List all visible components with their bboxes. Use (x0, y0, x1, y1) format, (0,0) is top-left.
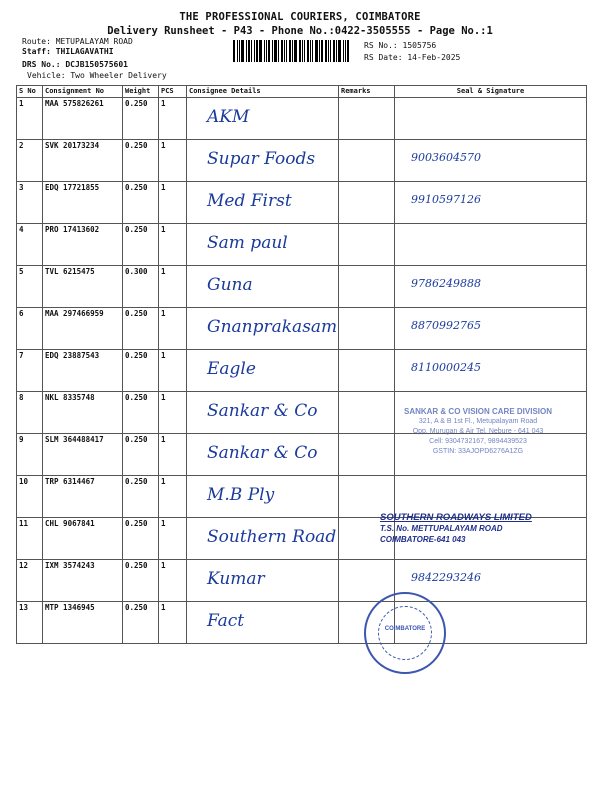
sankar-stamp-title: SANKAR & CO VISION CARE DIVISION (403, 407, 552, 416)
consignee-cell (187, 350, 339, 392)
sankar-stamp-line: Opp. Murugan & Air Tel, Nebure - 641 043 (412, 428, 544, 435)
signature-text: 9842293246 (411, 571, 481, 584)
sno-cell: 7 (17, 350, 43, 392)
weight-cell: 0.250 (123, 350, 159, 392)
col-pcs: PCS (159, 86, 187, 98)
consignment-cell: MAA 575826261 (43, 98, 123, 140)
southern-stamp-title: SOUTHERN ROADWAYS LIMITED (380, 512, 532, 523)
sankar-stamp-line: GSTIN: 33AJOPD6276A1ZG (432, 448, 524, 455)
weight-cell: 0.250 (123, 182, 159, 224)
sno-cell: 6 (17, 308, 43, 350)
consignee-cell (187, 602, 339, 644)
consignee-text: M.B Ply (207, 485, 275, 505)
consignee-cell (187, 392, 339, 434)
sno-cell: 2 (17, 140, 43, 182)
table-row (17, 602, 587, 644)
route-label: Route: METUPALAYAM ROAD (22, 37, 133, 46)
sankar-stamp-line: Cell: 9304732167, 9894439523 (429, 438, 527, 445)
consignment-cell: MTP 1346945 (43, 602, 123, 644)
rs-number: RS No.: 1505756 (364, 41, 437, 50)
consignment-cell: MAA 297466959 (43, 308, 123, 350)
pcs-cell: 1 (159, 434, 187, 476)
sno-cell: 5 (17, 266, 43, 308)
consignment-cell: TVL 6215475 (43, 266, 123, 308)
table-row (17, 308, 587, 350)
signature-text (397, 99, 584, 109)
vehicle-label: Vehicle: Two Wheeler Delivery (27, 71, 167, 80)
consignee-text: Med First (207, 191, 292, 211)
consignment-cell: PRO 17413602 (43, 224, 123, 266)
sno-cell: 9 (17, 434, 43, 476)
signature-text (397, 477, 584, 487)
consignment-cell: SVK 20173234 (43, 140, 123, 182)
pcs-cell: 1 (159, 602, 187, 644)
staff-label: Staff: THILAGAVATHI (22, 47, 114, 56)
consignee-cell (187, 140, 339, 182)
pcs-cell: 1 (159, 266, 187, 308)
remarks-cell (339, 266, 395, 308)
signature-text: 8870992765 (411, 319, 481, 332)
consignment-cell: NKL 8335748 (43, 392, 123, 434)
weight-cell: 0.250 (123, 518, 159, 560)
signature-cell (395, 350, 587, 392)
remarks-cell (339, 182, 395, 224)
col-consignee: Consignee Details (187, 86, 339, 98)
pcs-cell: 1 (159, 350, 187, 392)
signature-text: 8110000245 (411, 361, 481, 374)
col-signature: Seal & Signature (395, 86, 587, 98)
signature-cell (395, 182, 587, 224)
weight-cell: 0.250 (123, 434, 159, 476)
consignee-text: Supar Foods (207, 149, 316, 169)
weight-cell: 0.250 (123, 392, 159, 434)
consignee-cell (187, 560, 339, 602)
table-row (17, 182, 587, 224)
signature-cell (395, 98, 587, 140)
remarks-cell (339, 140, 395, 182)
drs-label: DRS No.: DCJB150575601 (22, 60, 128, 69)
sno-cell: 8 (17, 392, 43, 434)
weight-cell: 0.250 (123, 98, 159, 140)
consignment-cell: CHL 9067841 (43, 518, 123, 560)
consignment-cell: SLM 364488417 (43, 434, 123, 476)
pcs-cell: 1 (159, 224, 187, 266)
weight-cell: 0.250 (123, 308, 159, 350)
consignee-text: Southern Road (207, 527, 337, 547)
consignee-text: Sankar & Co (207, 401, 318, 421)
sno-cell: 4 (17, 224, 43, 266)
sankar-stamp-line: 321, A & B 1st Fl., Metupalayam Road (418, 418, 538, 425)
round-seal (364, 592, 446, 674)
table-row (17, 98, 587, 140)
weight-cell: 0.300 (123, 266, 159, 308)
consignee-cell (187, 182, 339, 224)
sno-cell: 12 (17, 560, 43, 602)
col-remarks: Remarks (339, 86, 395, 98)
consignment-cell: TRP 6314467 (43, 476, 123, 518)
table-row (17, 224, 587, 266)
consignee-text: AKM (207, 107, 250, 127)
consignee-cell (187, 434, 339, 476)
signature-text (397, 225, 584, 235)
sno-cell: 11 (17, 518, 43, 560)
consignment-cell: EDQ 17721855 (43, 182, 123, 224)
signature-cell (395, 560, 587, 602)
sankar-stamp (378, 407, 578, 457)
consignment-cell: IXM 3574243 (43, 560, 123, 602)
table-row (17, 140, 587, 182)
consignee-cell (187, 518, 339, 560)
consignee-text: Sam paul (207, 233, 288, 253)
weight-cell: 0.250 (123, 560, 159, 602)
consignee-text: Eagle (207, 359, 256, 379)
round-seal-text: COIMBATORE (384, 626, 426, 632)
weight-cell: 0.250 (123, 224, 159, 266)
consignee-cell (187, 98, 339, 140)
weight-cell: 0.250 (123, 476, 159, 518)
consignee-text: Fact (207, 611, 245, 631)
signature-cell (395, 266, 587, 308)
sno-cell: 13 (17, 602, 43, 644)
signature-cell (395, 140, 587, 182)
signature-text: 9910597126 (411, 193, 481, 206)
consignee-text: Gnanprakasam (207, 317, 338, 337)
weight-cell: 0.250 (123, 602, 159, 644)
southern-roadways-stamp (380, 512, 580, 545)
table-row (17, 560, 587, 602)
rs-date: RS Date: 14-Feb-2025 (364, 53, 461, 62)
pcs-cell: 1 (159, 560, 187, 602)
col-consignment: Consignment No (43, 86, 123, 98)
sno-cell: 1 (17, 98, 43, 140)
runsheet-title: Delivery Runsheet - P43 - Phone No.:0422-3505555 - Page No.:1 (107, 25, 493, 37)
signature-cell (395, 308, 587, 350)
col-weight: Weight (123, 86, 159, 98)
pcs-cell: 1 (159, 476, 187, 518)
consignee-cell (187, 476, 339, 518)
pcs-cell: 1 (159, 98, 187, 140)
signature-cell (395, 224, 587, 266)
table-header-row (17, 86, 587, 98)
southern-stamp-line: T.S. No. METTUPALAYAM ROAD (380, 524, 503, 533)
round-seal-inner-ring (378, 606, 432, 660)
consignee-text: Kumar (207, 569, 265, 589)
consignee-cell (187, 266, 339, 308)
sno-cell: 3 (17, 182, 43, 224)
pcs-cell: 1 (159, 182, 187, 224)
col-sno: S No (17, 86, 43, 98)
remarks-cell (339, 308, 395, 350)
sno-cell: 10 (17, 476, 43, 518)
remarks-cell (339, 224, 395, 266)
pcs-cell: 1 (159, 140, 187, 182)
weight-cell: 0.250 (123, 140, 159, 182)
southern-stamp-line: COIMBATORE-641 043 (380, 535, 466, 544)
signature-text (397, 393, 584, 403)
consignment-cell: EDQ 23887543 (43, 350, 123, 392)
signature-text: 9003604570 (411, 151, 481, 164)
consignee-cell (187, 308, 339, 350)
table-row (17, 266, 587, 308)
pcs-cell: 1 (159, 392, 187, 434)
remarks-cell (339, 350, 395, 392)
pcs-cell: 1 (159, 518, 187, 560)
consignee-text: Sankar & Co (207, 443, 318, 463)
consignee-text: Guna (207, 275, 253, 295)
barcode (233, 40, 355, 62)
table-row (17, 350, 587, 392)
runsheet-table (16, 85, 587, 644)
remarks-cell (339, 98, 395, 140)
consignee-cell (187, 224, 339, 266)
signature-text: 9786249888 (411, 277, 481, 290)
pcs-cell: 1 (159, 308, 187, 350)
company-name: THE PROFESSIONAL COURIERS, COIMBATORE (179, 11, 421, 23)
